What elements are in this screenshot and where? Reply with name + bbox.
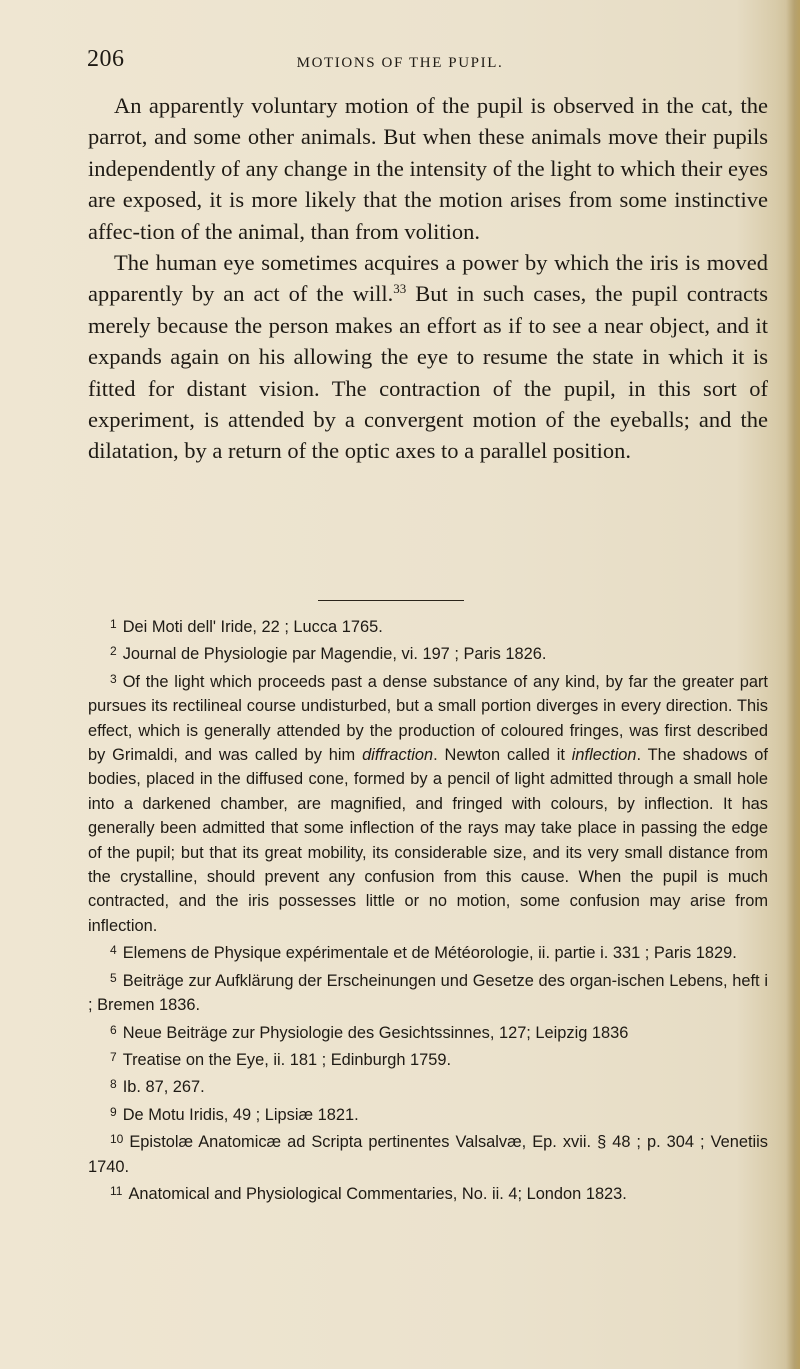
footnote-text: Beiträge zur Aufklärung der Erscheinungen und Gesetze des organ-ischen Lebens, heft i ; Bremen 1836. <box>88 971 768 1015</box>
footnote-text: Elemens de Physique expérimentale et de Météorologie, ii. partie i. 331 ; Paris 1829. <box>122 944 737 963</box>
footnote-reference: 33 <box>393 281 407 297</box>
footnote-term: diffraction <box>362 746 434 765</box>
footnote-number: 10 <box>110 1132 124 1147</box>
footnote <box>88 667 768 938</box>
footnote <box>88 966 768 1018</box>
footnote <box>88 1179 768 1206</box>
body-text <box>88 90 768 467</box>
paragraph-text: An apparently voluntary motion of the pupil is observed in the cat, the parrot, and some other animals. But when these animals move their pupils independently of any change in the intensity of the light to which their eyes are exposed, it is more likely that the motion arises from some instinctive affec-tion of the animal, than from volition. <box>88 93 768 244</box>
footnote-number: 8 <box>110 1077 117 1092</box>
paragraph-2 <box>88 247 768 467</box>
footnote-number: 5 <box>110 970 117 985</box>
footnote-text: Journal de Physiologie par Magendie, vi. 197 ; Paris 1826. <box>122 645 547 664</box>
footnote <box>88 612 768 639</box>
page-number: 206 <box>87 46 125 72</box>
footnote-text: Anatomical and Physiological Commentaries, No. ii. 4; London 1823. <box>128 1184 627 1203</box>
footnote-number: 4 <box>110 943 117 958</box>
paragraph-text: The human eye sometimes acquires a power by which the iris is moved apparently by an act of the will. <box>88 250 768 307</box>
footnote <box>88 1045 768 1072</box>
footnotes <box>88 612 768 1206</box>
footnote-number: 11 <box>110 1183 123 1198</box>
footnote-term: inflection <box>571 746 637 765</box>
footnote <box>88 1100 768 1127</box>
footnote-text: De Motu Iridis, 49 ; Lipsiæ 1821. <box>122 1105 359 1124</box>
footnote <box>88 639 768 666</box>
footnote-number: 2 <box>110 644 117 659</box>
footnote-text: Of the light which proceeds past a dense substance of any kind, by far the greater part pursues its rectilineal course undisturbed, but a small portion diverges in every direction. This effect, which is generally attended by the production of coloured fringes, was first described by Grimaldi, and was called by him <box>88 672 768 765</box>
footnote-number: 3 <box>110 671 117 686</box>
footnote-text: Neue Beiträge zur Physiologie des Gesichtssinnes, 127; Leipzig 1836 <box>122 1023 629 1042</box>
page-edge-shadow <box>786 0 800 1369</box>
footnote <box>88 938 768 965</box>
footnote-text: . Newton called it <box>433 746 572 765</box>
running-head: MOTIONS OF THE PUPIL. <box>296 55 504 71</box>
footnote-text: Epistolæ Anatomicæ ad Scripta pertinentes Valsalvæ, Ep. xvii. § 48 ; p. 304 ; Venetiis 1740. <box>88 1133 768 1176</box>
footnote-rule <box>318 600 464 601</box>
footnote-number: 7 <box>110 1049 117 1064</box>
footnote <box>88 1127 768 1179</box>
paragraph-text: But in such cases, the pupil contracts merely because the person makes an effort as if to see a near object, and it expands again on his allowing the eye to resume the state in which it is fitted for distant vision. The contraction of the pupil, in this sort of experiment, is attended by a convergent motion of the eyeballs; and the dilatation, by a return of the optic axes to a parallel position. <box>88 281 768 464</box>
footnote-number: 1 <box>110 617 117 631</box>
footnote <box>88 1072 768 1099</box>
footnote-text: Treatise on the Eye, ii. 181 ; Edinburgh 1759. <box>122 1050 452 1069</box>
footnote-number: 9 <box>110 1104 117 1119</box>
footnote-text: . The shadows of bodies, placed in the diffused cone, formed by a pencil of light admitted through a small hole into a darkened chamber, are magnified, and fringed with colours, by inflection. It has generally been admitted that some inflection of the rays may take place in passing the edge of the pupil; but that its great mobility, its considerable size, and its very small distance from the crystalline, should prevent any confusion from this cause. When the pupil is much contracted, and the iris possesses little or no motion, some confusion may arise from inflection. <box>88 746 768 935</box>
paragraph-1 <box>88 90 768 247</box>
footnote-number: 6 <box>110 1022 117 1037</box>
footnote <box>88 1018 768 1045</box>
footnote-text: Dei Moti dell' Iride, 22 ; Lucca 1765. <box>122 618 383 636</box>
footnote-text: Ib. 87, 267. <box>122 1078 205 1097</box>
